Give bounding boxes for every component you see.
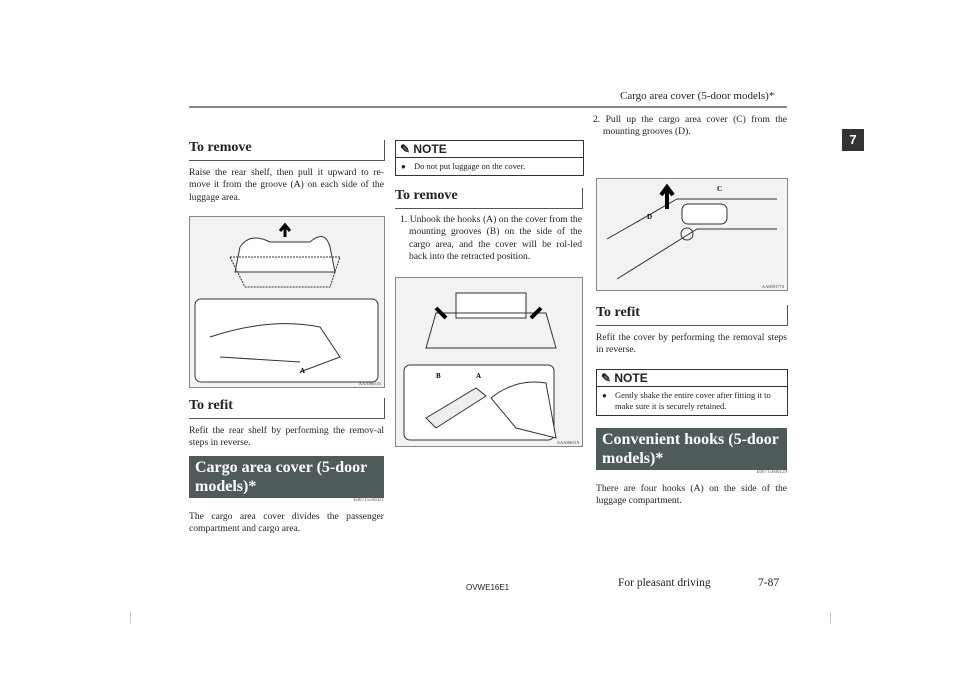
crop-mark <box>830 612 831 624</box>
figure-id: AA3006519 <box>556 440 579 445</box>
note-text: ● Do not put luggage on the cover. <box>396 158 583 175</box>
refit-text-2: Refit the cover by performing the removal steps in reverse. <box>596 332 787 356</box>
footer-chapter: For pleasant driving <box>618 577 711 589</box>
note-icon: ✎ <box>400 142 414 156</box>
label-a: A <box>476 372 482 380</box>
step-2: 2. Pull up the cargo area cover (C) from the mounting grooves (D). <box>593 114 787 138</box>
page-number: 7-87 <box>758 577 780 589</box>
note-label: NOTE <box>614 371 648 385</box>
cargo-cover-figure <box>395 277 583 447</box>
footer-code: OVWE16E1 <box>466 583 510 592</box>
running-header: Cargo area cover (5-door models)* <box>620 90 775 102</box>
section-title-cargo-cover: Cargo area cover (5-door models)* <box>189 456 384 498</box>
figure-id: AA3006535 <box>358 381 381 386</box>
section-text: The cargo area cover divides the passenger compartment and cargo area. <box>189 511 384 535</box>
cover-groove-figure <box>596 178 788 291</box>
section-code: E00715500421 <box>353 498 384 503</box>
chapter-tab[interactable]: 7 <box>842 129 864 151</box>
note-label: NOTE <box>413 142 447 156</box>
to-remove-heading-2: To remove <box>395 188 583 209</box>
to-refit-heading: To refit <box>189 398 385 419</box>
to-refit-heading-2: To refit <box>596 305 788 326</box>
note-text: ● Gently shake the entire cover after fitting it to make sure it is securely retained. <box>597 387 787 415</box>
step-1: 1. Unhook the hooks (A) on the cover from the mounting grooves (B) on the side of the cargo area, and the cover will be rol-led back into the retracted position. <box>400 214 582 263</box>
rear-shelf-illustration <box>190 217 384 387</box>
remove-text: Raise the rear shelf, then pull it upward to re-move it from the groove (A) on each side of the luggage area. <box>189 167 384 203</box>
to-remove-heading: To remove <box>189 140 385 161</box>
section-text-2: There are four hooks (A) on the side of the luggage compartment. <box>596 483 787 507</box>
figure-id: AA0091770 <box>761 284 784 289</box>
note-box-2 <box>596 369 788 416</box>
header-rule <box>189 106 787 108</box>
section-title-hooks: Convenient hooks (5-door models)* <box>596 428 787 470</box>
cover-groove-illustration <box>597 179 787 290</box>
section-code-2: E00715600129 <box>756 470 787 475</box>
label-c: C <box>717 185 723 193</box>
rear-shelf-figure <box>189 216 385 388</box>
label-a: A <box>300 367 306 375</box>
cargo-cover-illustration <box>396 278 582 446</box>
label-b: B <box>436 372 441 380</box>
crop-mark <box>130 612 131 624</box>
refit-text: Refit the rear shelf by performing the remov-al steps in reverse. <box>189 425 384 449</box>
note-icon: ✎ <box>601 371 615 385</box>
label-d: D <box>647 213 653 221</box>
note-box <box>395 140 584 176</box>
